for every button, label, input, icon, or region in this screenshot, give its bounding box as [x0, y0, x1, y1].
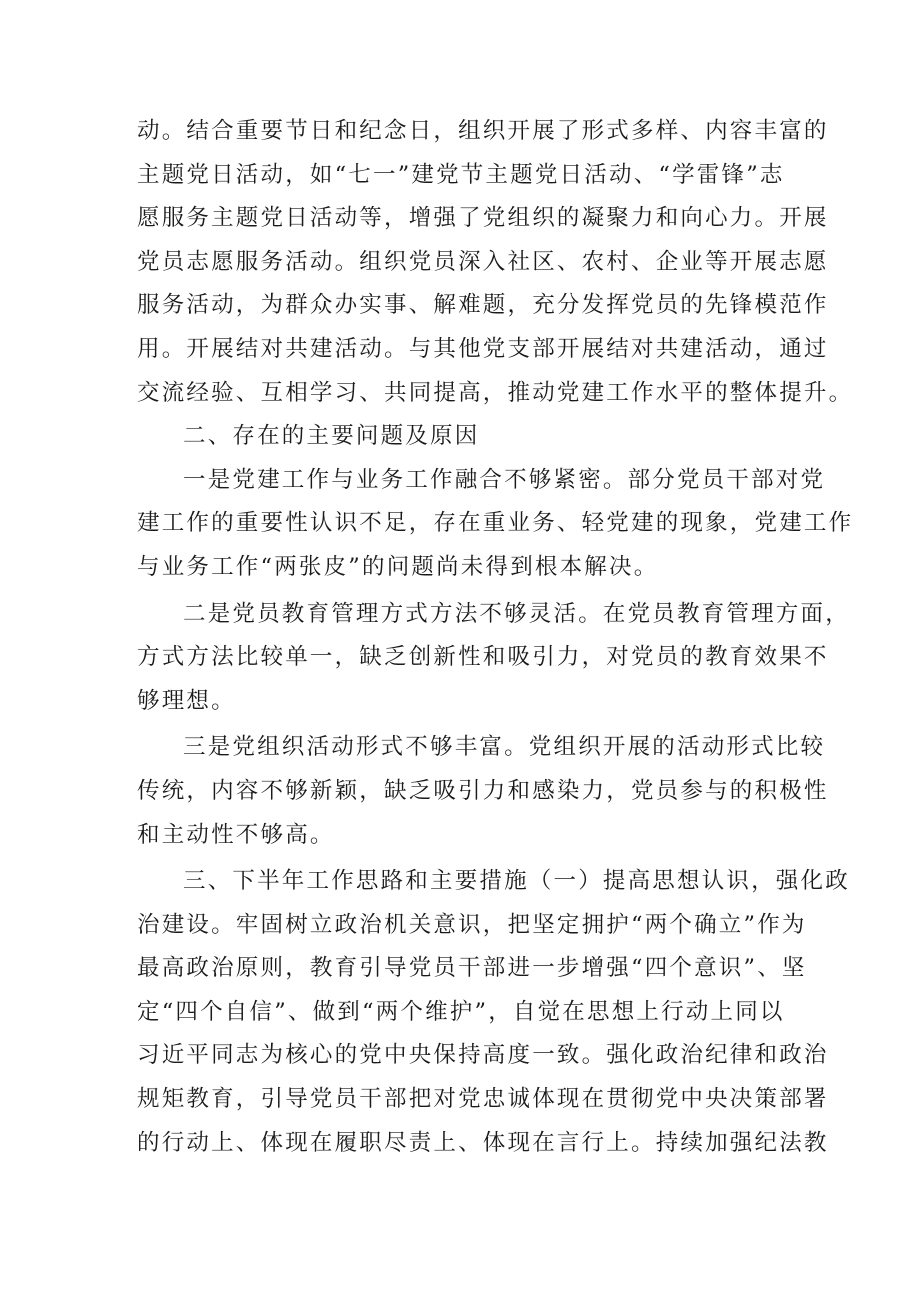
paragraph-line: 与业务工作“两张皮”的问题尚未得到根本解决。: [137, 553, 659, 580]
paragraph-line: 和主动性不够高。: [137, 821, 335, 848]
paragraph-line: 传统，内容不够新颖，缺乏吸引力和感染力，党员参与的积极性: [137, 777, 829, 804]
paragraph-line: 规矩教育，引导党员干部把对党忠诚体现在贯彻党中央决策部署: [137, 1086, 829, 1113]
paragraph-line: 三是党组织活动形式不够丰富。党组织开展的活动形式比较: [183, 734, 826, 761]
paragraph-line: 的行动上、体现在履职尽责上、体现在言行上。持续加强纪法教: [137, 1129, 829, 1156]
paragraph-line: 用。开展结对共建活动。与其他党支部开展结对共建活动，通过: [137, 335, 829, 362]
paragraph-line: 二是党员教育管理方式方法不够灵活。在党员教育管理方面，: [183, 600, 850, 627]
paragraph-line: 动。结合重要节日和纪念日，组织开展了形式多样、内容丰富的: [137, 118, 829, 144]
paragraph-line: 交流经验、互相学习、共同提高，推动党建工作水平的整体提升。: [137, 379, 854, 406]
paragraph-line: 党员志愿服务活动。组织党员深入社区、农村、企业等开展志愿: [137, 248, 829, 275]
paragraph-line: 习近平同志为核心的党中央保持高度一致。强化政治纪律和政治: [137, 1042, 829, 1069]
paragraph-line: 够理想。: [137, 687, 236, 714]
paragraph-line: 治建设。牢固树立政治机关意识，把坚定拥护“两个确立”作为: [137, 911, 807, 938]
paragraph-line: 方式方法比较单一，缺乏创新性和吸引力，对党员的教育效果不: [137, 644, 829, 671]
section-heading: 二、存在的主要问题及原因: [183, 423, 480, 450]
paragraph-line: 一是党建工作与业务工作融合不够紧密。部分党员干部对党: [183, 466, 826, 493]
paragraph-line: 定“四个自信”、做到“两个维护”，自觉在思想上行动上同以: [137, 998, 785, 1025]
paragraph-line: 建工作的重要性认识不足，存在重业务、轻党建的现象，党建工作: [137, 510, 854, 537]
paragraph-line: 三、下半年工作思路和主要措施（一）提高思想认识，强化政: [183, 868, 850, 895]
paragraph-line: 愿服务主题党日活动等，增强了党组织的凝聚力和向心力。开展: [137, 205, 829, 232]
paragraph-line: 服务活动，为群众办实事、解难题，充分发挥党员的先锋模范作: [137, 292, 829, 319]
paragraph-line: 主题党日活动，如“七一”建党节主题党日活动、“学雷锋”志: [137, 161, 785, 188]
paragraph-line: 最高政治原则，教育引导党员干部进一步增强“四个意识”、坚: [137, 955, 807, 982]
document-body: [137, 110, 854, 1165]
